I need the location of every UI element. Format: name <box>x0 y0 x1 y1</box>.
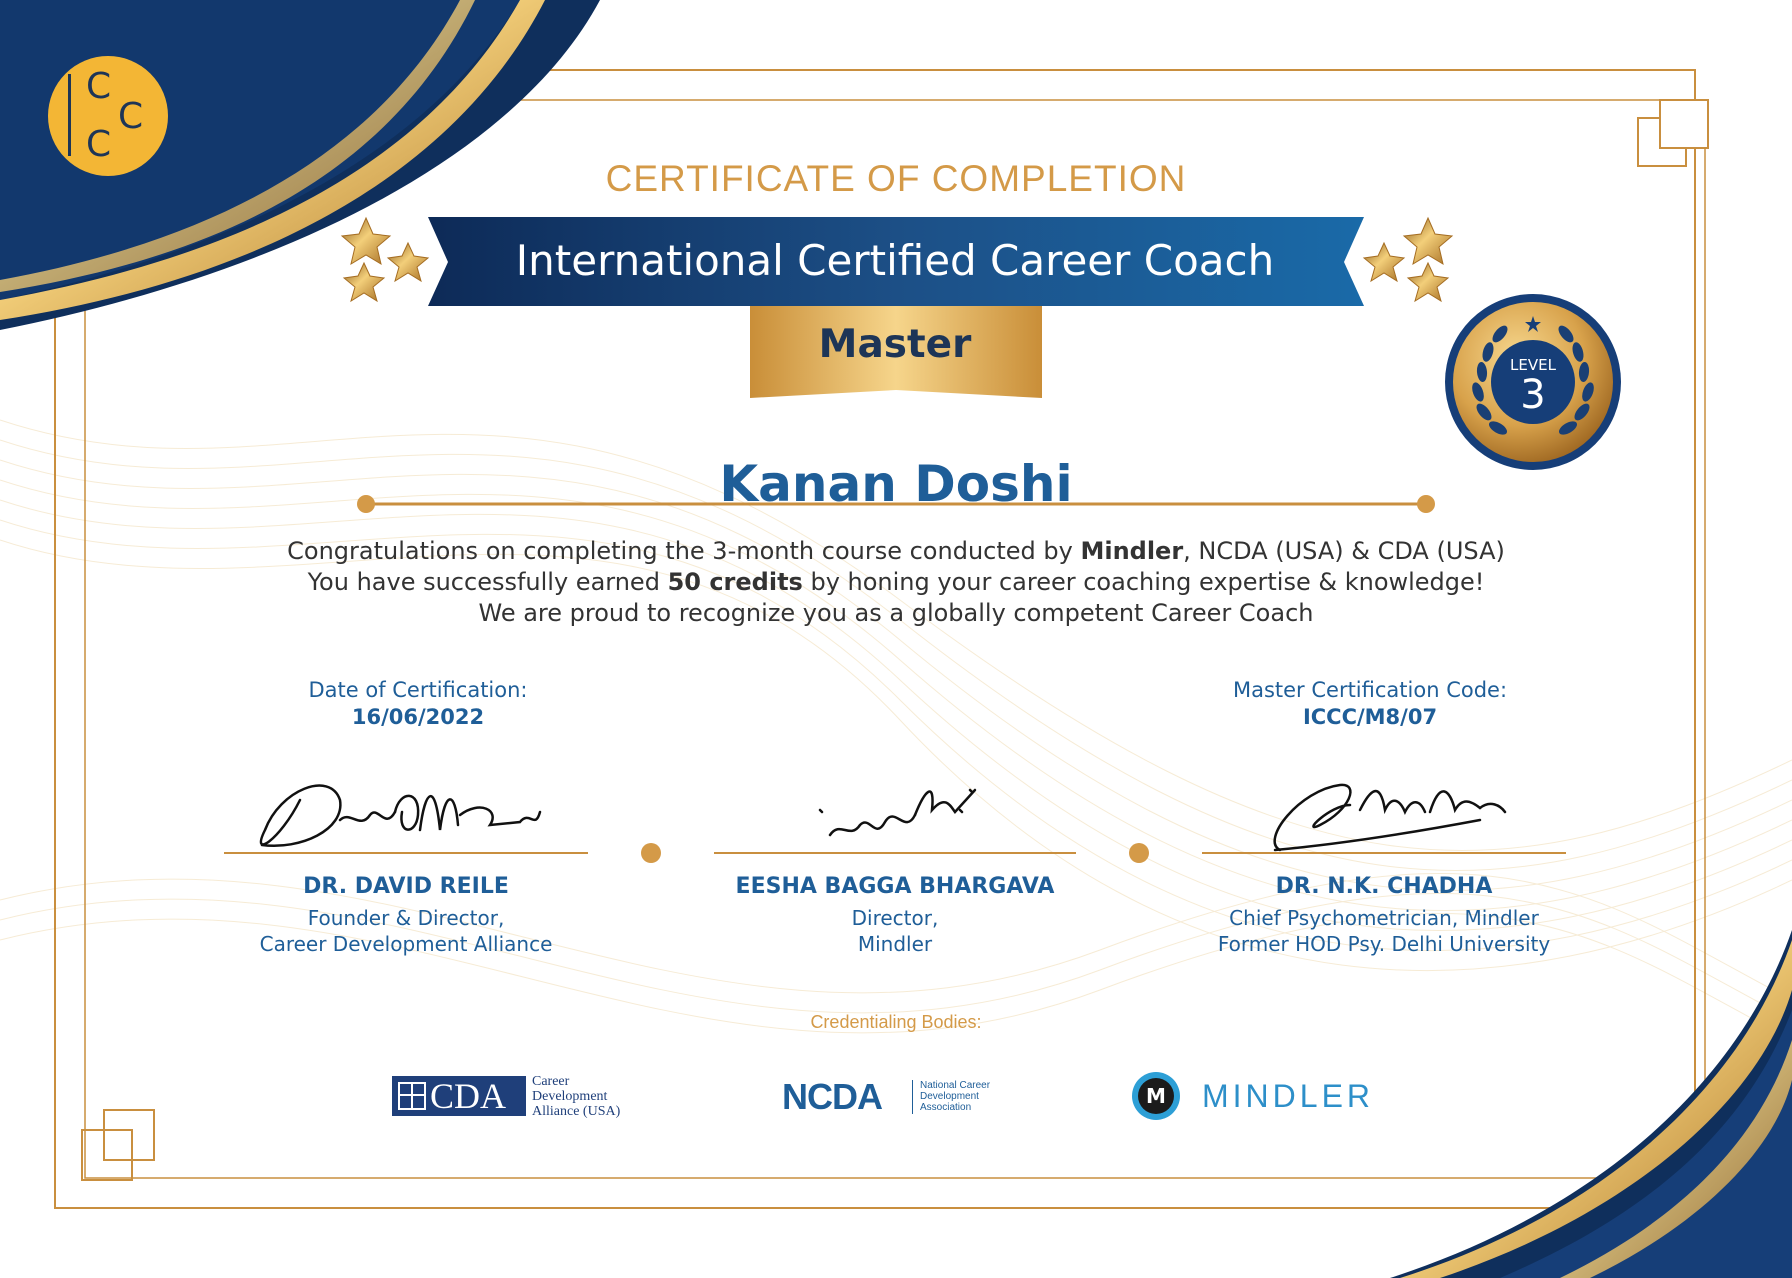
cda-logo <box>392 1074 632 1122</box>
congratulations-message <box>0 536 1792 629</box>
mindler-logo <box>1132 1072 1412 1122</box>
stars-right-icon <box>1364 218 1452 301</box>
date-value: 16/06/2022 <box>351 705 485 729</box>
certification-code <box>1190 678 1550 729</box>
signatory-3 <box>1184 874 1584 957</box>
signatory-role: Career Development Alliance <box>259 932 553 956</box>
signatory-role: Founder & Director, <box>307 906 505 930</box>
mindler-name: MINDLER <box>1202 1078 1375 1114</box>
signature-nk-chadha <box>1275 785 1505 850</box>
message-line-1: Congratulations on completing the 3-month course conducted by Mindler, NCDA (USA) & CDA (USA) <box>287 537 1505 565</box>
badge-level-number: 3 <box>1520 372 1546 418</box>
signatory-role: Chief Psychometrician, Mindler <box>1229 906 1539 930</box>
credentialing-label: Credentialing Bodies: <box>810 1012 982 1032</box>
signatory-role: Director, <box>851 906 939 930</box>
level-name: Master <box>818 322 972 367</box>
signatory-role: Mindler <box>857 932 933 956</box>
signatory-name: DR. N.K. CHADHA <box>1275 874 1493 899</box>
code-label: Master Certification Code: <box>1232 678 1508 702</box>
ncda-mark: NCDA <box>782 1076 882 1117</box>
signature-david-reile <box>261 786 540 846</box>
mindler-mark: M <box>1146 1084 1166 1108</box>
cda-mark: CDA <box>430 1076 507 1116</box>
signatory-name: DR. DAVID REILE <box>303 874 509 899</box>
signatory-role: Former HOD Psy. Delhi University <box>1217 932 1551 956</box>
ncda-logo <box>782 1076 1002 1120</box>
signatory-1 <box>206 874 606 957</box>
badge-level-label: LEVEL <box>1510 356 1556 374</box>
date-label: Date of Certification: <box>308 678 528 702</box>
signature-eesha <box>820 790 975 835</box>
message-line-2: You have successfully earned 50 credits by honing your career coaching expertise & knowledge! <box>307 568 1485 596</box>
program-title: International Certified Career Coach <box>515 236 1275 285</box>
signatory-name: EESHA BAGGA BHARGAVA <box>735 874 1055 899</box>
ccc-logo: C C C <box>48 56 168 176</box>
certificate-heading: CERTIFICATE OF COMPLETION <box>605 158 1187 199</box>
ncda-name: National Career Development Association <box>920 1080 991 1113</box>
bottom-right-swoosh <box>1390 930 1792 1278</box>
certification-date <box>238 678 598 729</box>
code-value: ICCC/M8/07 <box>1302 705 1438 729</box>
signatory-2 <box>695 874 1095 957</box>
cda-name: Career Development Alliance (USA) <box>532 1074 621 1119</box>
stars-left-icon <box>342 218 428 301</box>
recipient-name: Kanan Doshi <box>719 455 1073 513</box>
message-line-3: We are proud to recognize you as a globally competent Career Coach <box>478 599 1314 627</box>
